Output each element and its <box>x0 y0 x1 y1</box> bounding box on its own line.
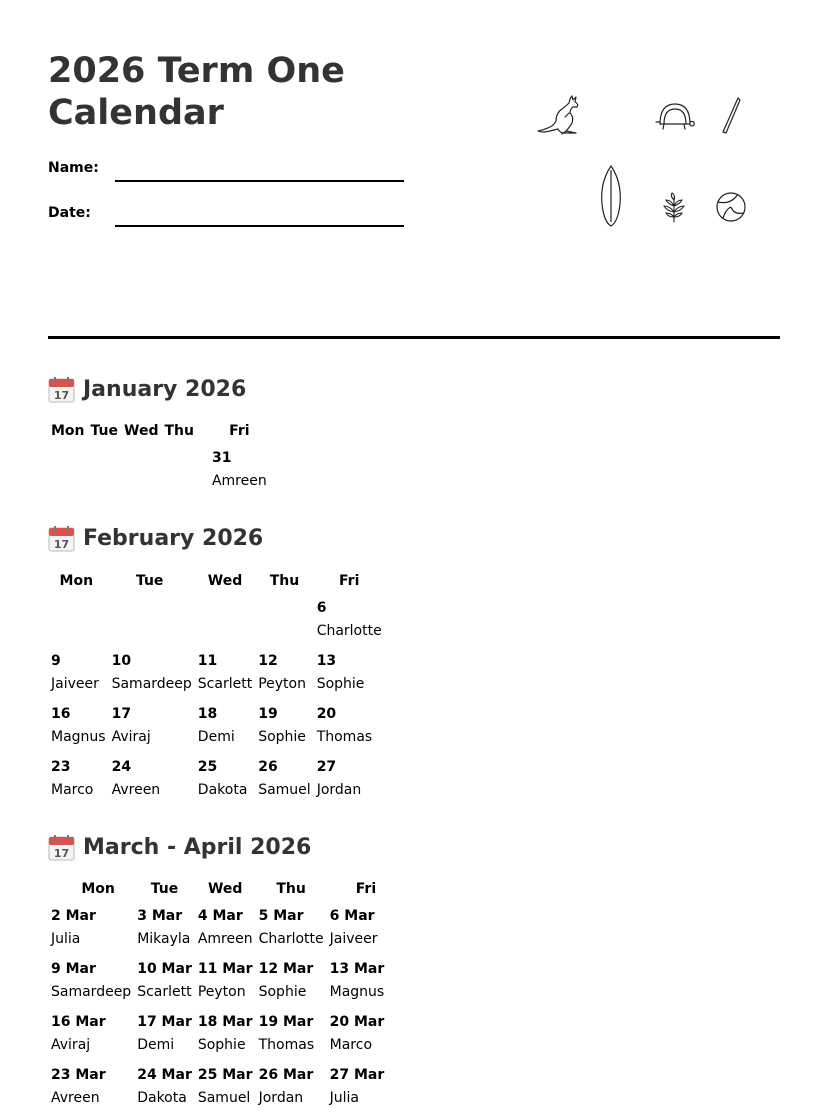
calendar-cell <box>48 1063 134 1116</box>
cell-name: Peyton <box>197 984 246 1000</box>
calendar-cell <box>255 649 313 702</box>
cell-name: Sophie <box>197 1037 246 1053</box>
cell-date: 13 <box>316 653 337 669</box>
day-header: Thu <box>269 573 300 589</box>
calendar-cell <box>327 904 388 957</box>
calendar-cell <box>48 596 109 649</box>
calendar-cell <box>109 649 195 702</box>
cell-name: Julia <box>329 1090 360 1106</box>
cell-name: Amreen <box>197 931 253 947</box>
cell-name: Sophie <box>316 676 365 692</box>
cell-date: 16 Mar <box>51 1014 106 1030</box>
cell-date: 20 <box>316 706 337 722</box>
day-header: Fri <box>229 423 250 439</box>
cell-name: Jaiveer <box>329 931 378 947</box>
cell-date: 24 <box>111 759 132 775</box>
calendar-icon <box>48 376 75 403</box>
cell-name: Samardeep <box>111 676 192 692</box>
calendar-cell <box>255 702 313 755</box>
page-title: 2026 Term One Calendar <box>48 51 345 133</box>
beach-ball-icon <box>714 191 748 223</box>
cell-date: 3 Mar <box>137 908 183 924</box>
calendar-cell <box>314 702 385 755</box>
day-header: Fri <box>355 881 377 897</box>
calendar-cell <box>255 755 313 808</box>
cell-date: 23 <box>51 759 71 775</box>
calendar-cell <box>256 1063 327 1116</box>
cell-date: 31 <box>211 450 232 466</box>
table-row <box>48 1063 387 1116</box>
cell-name: Marco <box>329 1037 373 1053</box>
cell-name: Sophie <box>258 984 307 1000</box>
day-header: Mon <box>81 881 115 897</box>
cell-date: 27 <box>316 759 337 775</box>
calendar-cell <box>134 1063 195 1116</box>
day-header: Mon <box>51 423 85 439</box>
cell-name: Scarlett <box>137 984 192 1000</box>
calendar-cell <box>195 596 255 649</box>
calendar-cell <box>48 446 88 499</box>
calendar-cell <box>121 446 161 499</box>
cell-name: Dakota <box>197 782 248 798</box>
svg-text:17: 17 <box>53 537 70 551</box>
table-row <box>48 957 387 1010</box>
calendar-icon <box>48 525 75 552</box>
cell-date: 6 Mar <box>329 908 375 924</box>
calendar-cell <box>195 904 256 957</box>
cell-name: Jordan <box>258 1090 304 1106</box>
calendar-cell <box>48 702 109 755</box>
calendar-cell <box>134 957 195 1010</box>
svg-text:17: 17 <box>53 388 70 402</box>
date-label: Date: <box>48 205 91 221</box>
cell-name: Mikayla <box>137 931 191 947</box>
day-header: Tue <box>150 881 179 897</box>
calendar-cell <box>327 1010 388 1063</box>
cell-name: Demi <box>197 729 235 745</box>
cell-date: 25 <box>197 759 218 775</box>
cell-date: 18 Mar <box>197 1014 253 1030</box>
cell-date: 12 <box>258 653 278 669</box>
name-field[interactable] <box>115 180 404 182</box>
table-row <box>48 649 385 702</box>
cell-date: 26 Mar <box>258 1067 314 1083</box>
calendar-cell <box>109 702 195 755</box>
cell-name: Jordan <box>316 782 362 798</box>
day-header: Fri <box>339 573 360 589</box>
calendar-cell <box>134 1010 195 1063</box>
cell-date: 6 <box>316 600 327 616</box>
surfboard-icon <box>598 164 624 228</box>
cell-date: 23 Mar <box>51 1067 106 1083</box>
calendar-cell <box>48 1010 134 1063</box>
cell-date: 10 Mar <box>137 961 192 977</box>
section-title-january <box>48 374 246 404</box>
cell-date: 18 <box>197 706 218 722</box>
day-header: Tue <box>135 573 164 589</box>
leaf-icon <box>660 192 688 224</box>
calendar-cell <box>109 596 195 649</box>
calendar-cell <box>314 596 385 649</box>
turtle-icon <box>654 100 696 132</box>
day-header: Wed <box>207 573 243 589</box>
calendar-cell <box>256 957 327 1010</box>
cell-date: 20 Mar <box>329 1014 385 1030</box>
name-label: Name: <box>48 160 99 176</box>
cell-date: 13 Mar <box>329 961 385 977</box>
cell-date: 17 <box>111 706 132 722</box>
calendar-cell <box>109 755 195 808</box>
cell-name: Magnus <box>329 984 385 1000</box>
table-row <box>48 446 270 499</box>
cell-name: Jaiveer <box>51 676 99 692</box>
cell-date: 27 Mar <box>329 1067 385 1083</box>
calendar-table-january <box>48 416 270 499</box>
cell-date: 24 Mar <box>137 1067 192 1083</box>
calendar-cell <box>195 755 255 808</box>
section-title-text: March - April 2026 <box>83 834 312 860</box>
date-field[interactable] <box>115 225 404 227</box>
kangaroo-icon <box>536 95 584 137</box>
cell-name: Samuel <box>258 782 311 798</box>
calendar-cell <box>195 1063 256 1116</box>
section-title-text: January 2026 <box>83 376 247 402</box>
day-header: Thu <box>164 423 194 439</box>
cell-name: Magnus <box>51 729 106 745</box>
calendar-cell <box>314 755 385 808</box>
calendar-cell <box>195 1010 256 1063</box>
section-title-march-april <box>48 832 311 862</box>
calendar-cell <box>195 957 256 1010</box>
calendar-cell <box>195 702 255 755</box>
cell-name: Charlotte <box>258 931 324 947</box>
calendar-cell <box>197 446 270 499</box>
day-header: Thu <box>276 881 306 897</box>
day-header: Wed <box>207 881 243 897</box>
calendar-icon <box>48 834 75 861</box>
calendar-cell <box>48 649 109 702</box>
cell-name: Sophie <box>258 729 306 745</box>
calendar-cell <box>314 649 385 702</box>
day-header: Mon <box>59 573 94 589</box>
cell-date: 19 <box>258 706 278 722</box>
calendar-table-february <box>48 566 385 808</box>
table-row <box>48 755 385 808</box>
cell-name: Dakota <box>137 1090 187 1106</box>
cell-name: Charlotte <box>316 623 382 639</box>
cell-name: Thomas <box>316 729 373 745</box>
table-row <box>48 1010 387 1063</box>
table-row <box>48 904 387 957</box>
calendar-cell <box>48 755 109 808</box>
day-header: Wed <box>124 423 159 439</box>
calendar-table-march-april <box>48 874 387 1116</box>
cell-date: 10 <box>111 653 132 669</box>
calendar-cell <box>134 904 195 957</box>
cell-name: Marco <box>51 782 94 798</box>
header-divider <box>48 336 780 339</box>
cell-name: Samuel <box>197 1090 251 1106</box>
cell-name: Scarlett <box>197 676 253 692</box>
cell-date: 16 <box>51 706 71 722</box>
cell-name: Samardeep <box>51 984 132 1000</box>
stick-icon <box>718 96 744 136</box>
calendar-cell <box>256 1010 327 1063</box>
cell-date: 26 <box>258 759 278 775</box>
table-row <box>48 596 385 649</box>
cell-name: Peyton <box>258 676 306 692</box>
calendar-cell <box>256 904 327 957</box>
cell-date: 9 <box>51 653 61 669</box>
cell-name: Avreen <box>51 1090 100 1106</box>
cell-date: 2 Mar <box>51 908 96 924</box>
calendar-cell <box>48 957 134 1010</box>
cell-name: Thomas <box>258 1037 315 1053</box>
cell-name: Demi <box>137 1037 175 1053</box>
cell-date: 9 Mar <box>51 961 96 977</box>
calendar-cell <box>255 596 313 649</box>
section-title-text: February 2026 <box>83 525 264 551</box>
cell-date: 11 Mar <box>197 961 253 977</box>
calendar-cell <box>161 446 196 499</box>
calendar-cell <box>327 957 388 1010</box>
cell-date: 25 Mar <box>197 1067 253 1083</box>
cell-date: 4 Mar <box>197 908 243 924</box>
cell-name: Avreen <box>111 782 161 798</box>
calendar-cell <box>195 649 255 702</box>
cell-name: Amreen <box>211 473 267 489</box>
cell-date: 5 Mar <box>258 908 304 924</box>
day-header: Tue <box>90 423 119 439</box>
calendar-cell <box>88 446 121 499</box>
cell-date: 12 Mar <box>258 961 314 977</box>
calendar-cell <box>327 1063 388 1116</box>
cell-date: 17 Mar <box>137 1014 192 1030</box>
cell-name: Aviraj <box>111 729 151 745</box>
cell-date: 19 Mar <box>258 1014 314 1030</box>
cell-name: Aviraj <box>51 1037 91 1053</box>
table-row <box>48 702 385 755</box>
cell-date: 11 <box>197 653 218 669</box>
cell-name: Julia <box>51 931 81 947</box>
section-title-february <box>48 523 263 553</box>
svg-text:17: 17 <box>53 846 70 860</box>
calendar-cell <box>48 904 134 957</box>
